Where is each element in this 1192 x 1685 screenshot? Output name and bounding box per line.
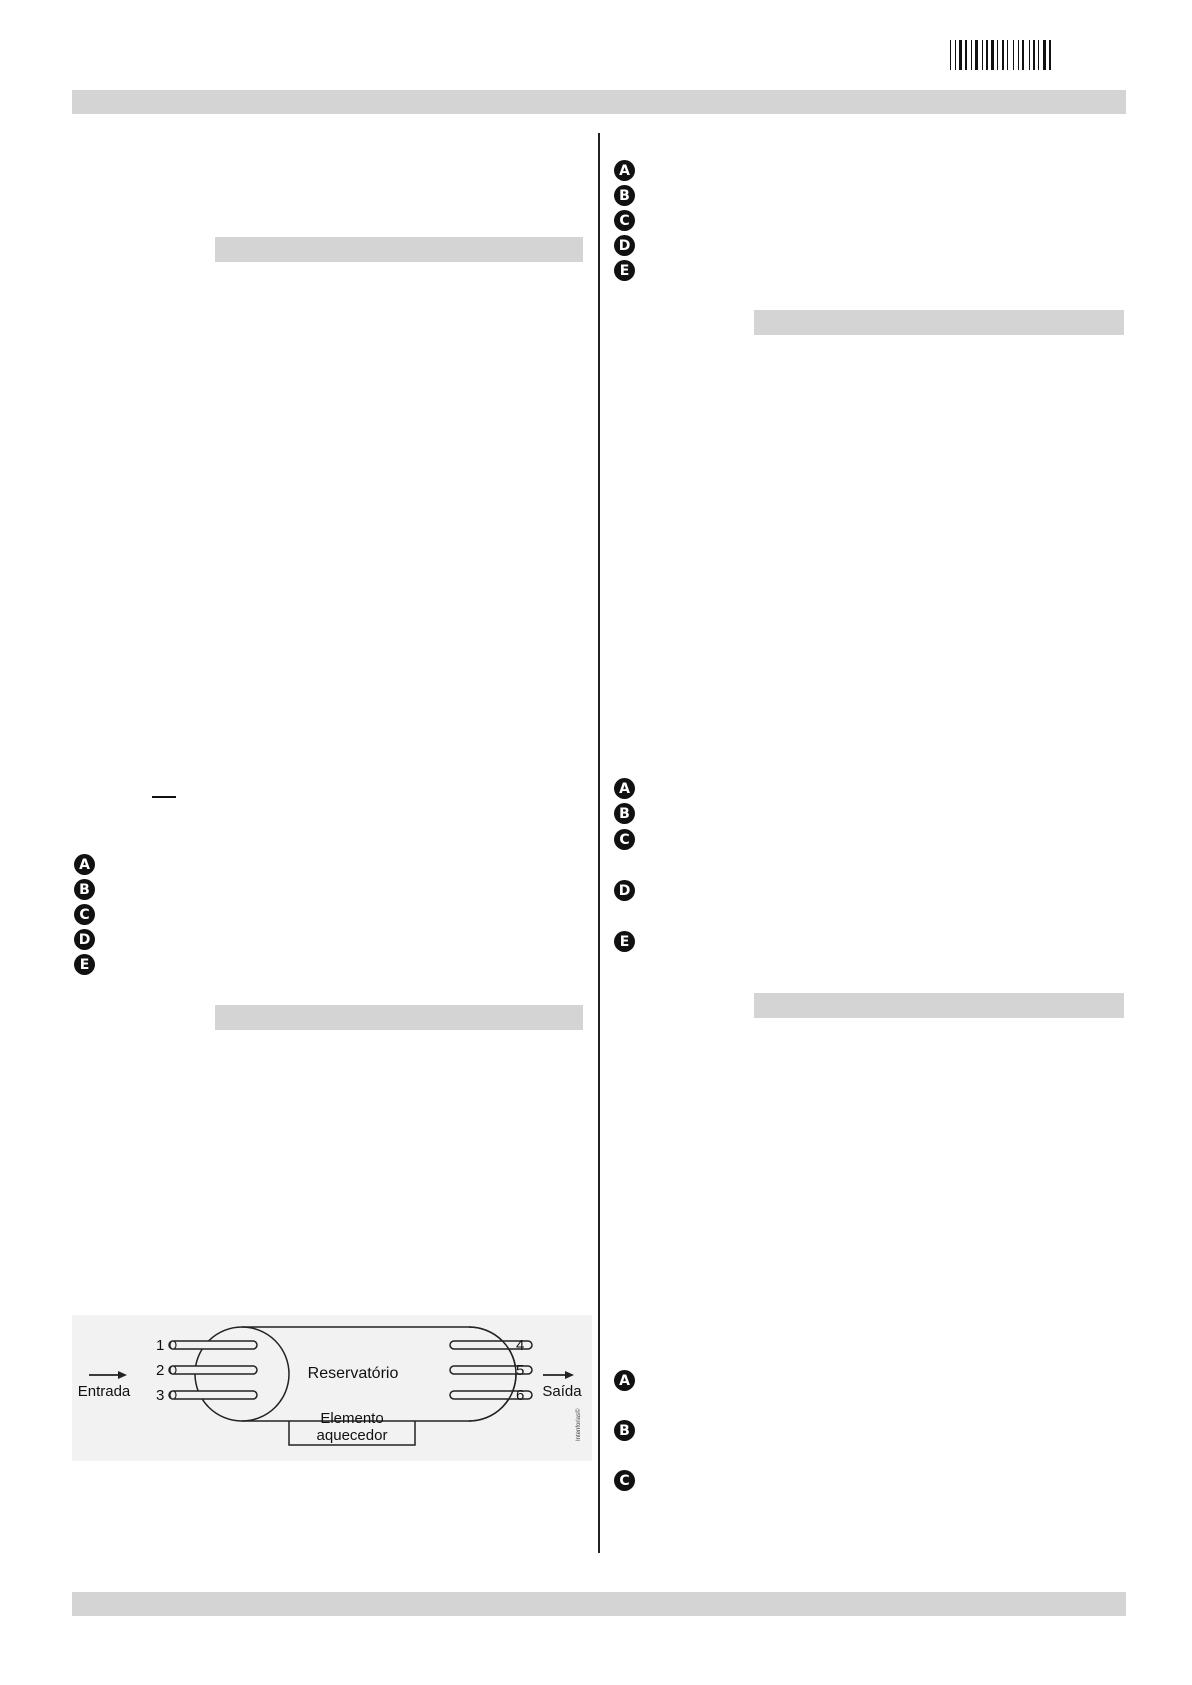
option-d-marker[interactable]: D <box>614 235 635 256</box>
inlet-pipe-2 <box>169 1366 257 1374</box>
option-a-marker[interactable]: A <box>614 160 635 181</box>
option-b-marker[interactable]: B <box>614 185 635 206</box>
inlet-pipe-1 <box>169 1341 257 1349</box>
inlet-label: Entrada <box>77 1383 131 1400</box>
options-left <box>74 854 95 975</box>
header-bar <box>72 90 1126 114</box>
option-e-marker[interactable]: E <box>614 931 635 952</box>
option-a-marker[interactable]: A <box>74 854 95 875</box>
option-b-marker[interactable]: B <box>74 879 95 900</box>
question-header-bar-4 <box>754 993 1124 1018</box>
heater-label-line2: aquecedor <box>316 1427 388 1444</box>
option-e-marker[interactable]: E <box>74 954 95 975</box>
barcode <box>950 40 1086 70</box>
inlet-pipe-3 <box>169 1391 257 1399</box>
option-d-marker[interactable]: D <box>614 880 635 901</box>
outlet-label: Saída <box>542 1383 582 1400</box>
figure-credit: Intenforias© <box>576 1408 582 1441</box>
option-c-marker[interactable]: C <box>614 829 635 850</box>
reservoir-diagram <box>72 1315 592 1461</box>
options-right-top <box>614 160 635 281</box>
option-d-marker[interactable]: D <box>74 929 95 950</box>
option-b-marker[interactable]: B <box>614 803 635 824</box>
option-a-marker[interactable]: A <box>614 778 635 799</box>
option-b-marker[interactable]: B <box>614 1420 635 1441</box>
option-e-marker[interactable]: E <box>614 260 635 281</box>
pipe-number-1: 1 <box>156 1337 165 1354</box>
question-header-bar-2 <box>215 1005 583 1030</box>
question-header-bar-3 <box>754 310 1124 335</box>
option-c-marker[interactable]: C <box>614 210 635 231</box>
pipe-number-4: 4 <box>516 1337 525 1354</box>
footer-bar <box>72 1592 1126 1616</box>
option-c-marker[interactable]: C <box>74 904 95 925</box>
column-divider <box>598 133 600 1553</box>
pipe-number-6: 6 <box>516 1387 525 1404</box>
pipe-number-5: 5 <box>516 1362 525 1379</box>
question-header-bar-1 <box>215 237 583 262</box>
fraction-line <box>152 796 176 798</box>
option-c-marker[interactable]: C <box>614 1470 635 1491</box>
reservoir-label: Reservatório <box>307 1365 399 1382</box>
pipe-number-2: 2 <box>156 1362 165 1379</box>
heater-label-line1: Elemento <box>320 1410 384 1427</box>
option-a-marker[interactable]: A <box>614 1370 635 1391</box>
pipe-number-3: 3 <box>156 1387 165 1404</box>
